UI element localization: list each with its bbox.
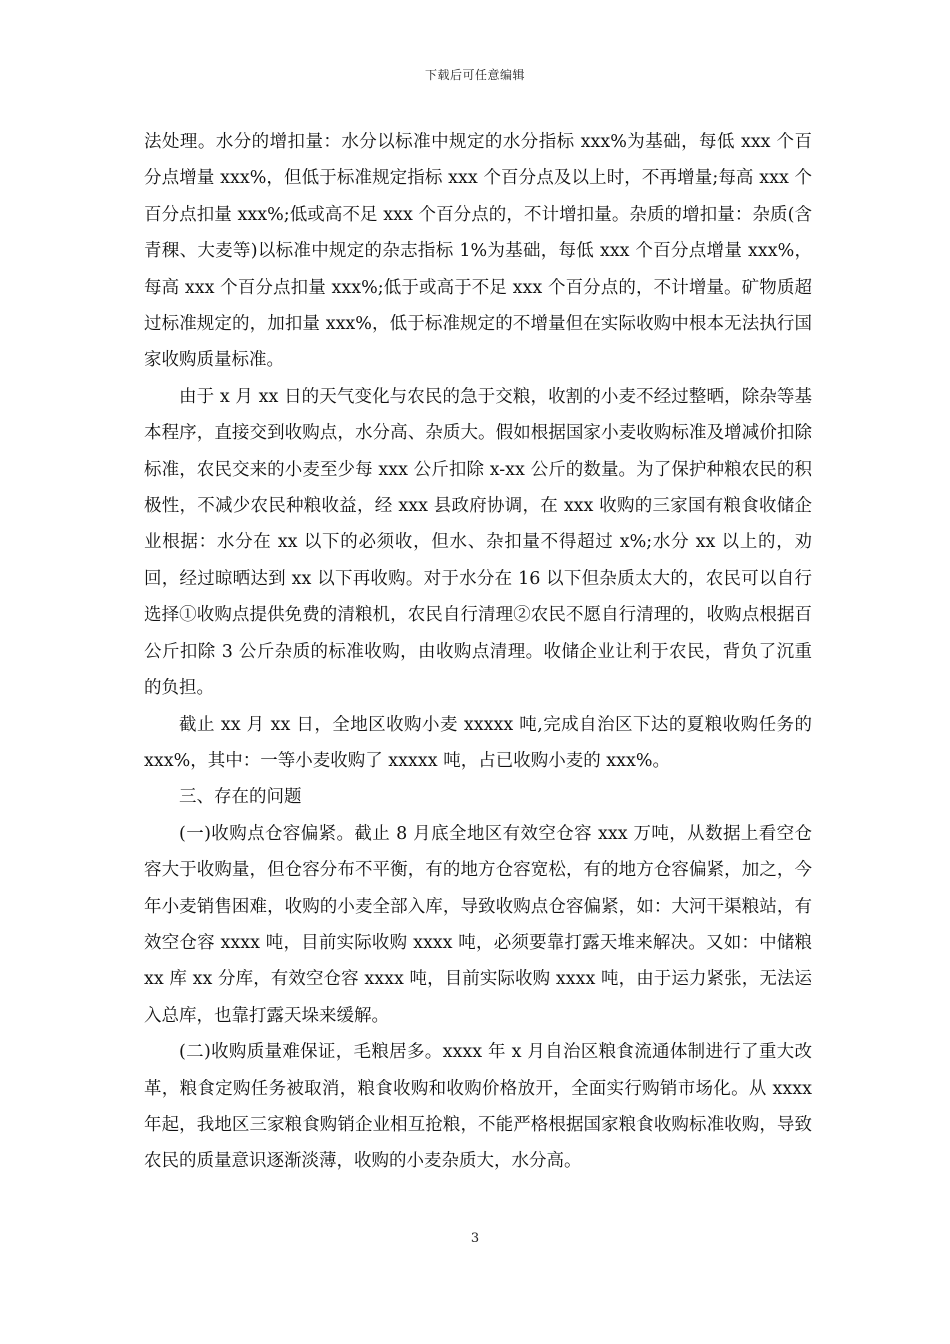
paragraph-water-impurity-rules: 法处理。水分的增扣量：水分以标准中规定的水分指标 xxx%为基础，每低 xxx 个百分点增量 xxx%，但低于标准规定指标 xxx 个百分点及以上时，不再增量;每高 xxx 个百分点扣量 xxx%;低或高不足 xxx 个百分点的，不计增扣量。杂质的增扣量：杂质(含青稞、大麦等)以标准中规定的杂志指标 1%为基础，每低 xxx 个百分点增量 xxx%，每高 xxx 个百分点扣量 xxx%;低于或高于不足 xxx 个百分点的，不计增量。矿物质超过标准规定的，加扣量 xxx%，低于标准规定的不增量但在实际收购中根本无法执行国家收购质量标准。: [144, 132, 812, 371]
paragraph-acquisition-total: 截止 xx 月 xx 日，全地区收购小麦 xxxxx 吨,完成自治区下达的夏粮收购任务的 xxx%，其中：一等小麦收购了 xxxxx 吨，占已收购小麦的 xxx%。: [144, 714, 812, 771]
section-heading-problems: 三、存在的问题: [179, 787, 302, 808]
paragraph-weather-and-acquisition: 由于 x 月 xx 日的天气变化与农民的急于交粮，收割的小麦不经过整晒，除杂等基本程序，直接交到收购点，水分高、杂质大。假如根据国家小麦收购标准及增减价扣除标准，农民交来的小麦至少每 xxx 公斤扣除 x-xx 公斤的数量。为了保护种粮农民的积极性，不减少农民种粮收益，经 xxx 县政府协调，在 xxx 收购的三家国有粮食收储企业根据：水分在 xx 以下的必须收，但水、杂扣量不得超过 x%;水分 xx 以上的，劝回，经过晾晒达到 xx 以下再收购。对于水分在 16 以下但杂质太大的，农民可以自行选择①收购点提供免费的清粮机，农民自行清理②农民不愿自行清理的，收购点根据百公斤扣除 3 公斤杂质的标准收购，由收购点清理。收储企业让利于农民，背负了沉重的负担。: [144, 386, 812, 699]
page-number: 3: [470, 1231, 480, 1246]
paragraph-storage-capacity: (一)收购点仓容偏紧。截止 8 月底全地区有效空仓容 xxx 万吨，从数据上看空仓容大于收购量，但仓容分布不平衡，有的地方仓容宽松，有的地方仓容偏紧，加之，今年小麦销售困难，收购的小麦全部入库，导致收购点仓容偏紧，如：大河干渠粮站，有效空仓容 xxxx 吨，目前实际收购 xxxx 吨，必须要靠打露天堆来解决。又如：中储粮 xx 库 xx 分库，有效空仓容 xxxx 吨，目前实际收购 xxxx 吨，由于运力紧张，无法运入总库，也靠打露天垛来缓解。: [144, 823, 812, 1026]
paragraph-quality-issues: (二)收购质量难保证，毛粮居多。xxxx 年 x 月自治区粮食流通体制进行了重大改革，粮食定购任务被取消，粮食收购和收购价格放开，全面实行购销市场化。从 xxxx 年起，我地区三家粮食购销企业相互抢粮，不能严格根据国家粮食收购标准收购，导致农民的质量意识逐渐淡薄，收购的小麦杂质大，水分高。: [144, 1042, 812, 1172]
document-body: [144, 124, 812, 1180]
page-header: 下载后可任意编辑: [424, 68, 525, 82]
